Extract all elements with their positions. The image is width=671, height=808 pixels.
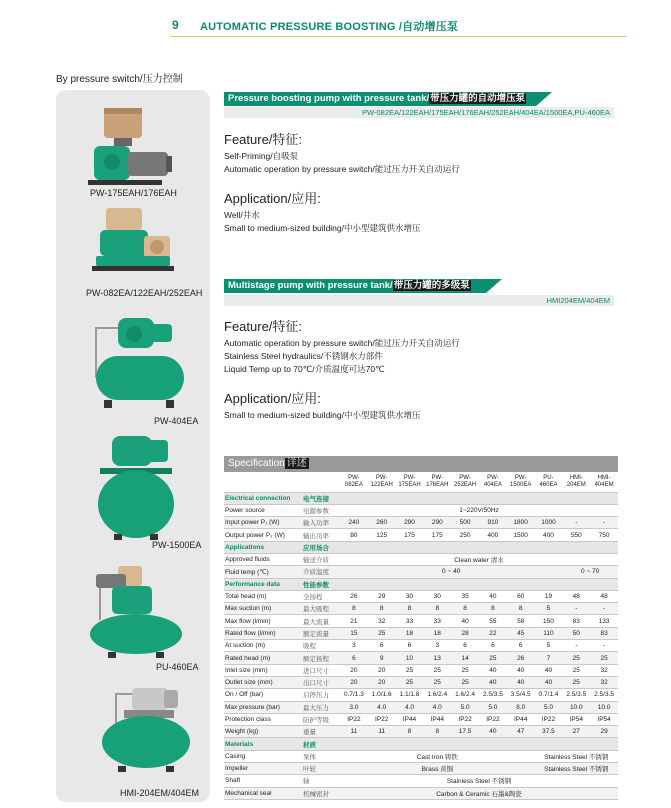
table-row bbox=[224, 763, 618, 775]
cell: 4.0 bbox=[396, 701, 424, 713]
row-label-cn: 泵体 bbox=[302, 750, 340, 762]
cell: 5.0 bbox=[451, 701, 479, 713]
header-divider bbox=[170, 36, 626, 37]
row-label-cn: 进口尺寸 bbox=[302, 664, 340, 676]
cell: 1500 bbox=[507, 529, 535, 541]
cell: 32 bbox=[368, 615, 396, 627]
cell: IP54 bbox=[590, 713, 618, 725]
cell: 50 bbox=[562, 627, 590, 639]
row-label: Fluid temp (℃) bbox=[224, 566, 302, 578]
product-hmi-204em bbox=[56, 684, 210, 802]
page-number: 9 bbox=[172, 18, 179, 32]
table-row bbox=[224, 640, 618, 652]
cell: 20 bbox=[340, 664, 368, 676]
cell: 1.6/2.4 bbox=[423, 689, 451, 701]
cell: 550 bbox=[562, 529, 590, 541]
section-label: By pressure switch/压力控制 bbox=[56, 74, 183, 85]
row-label-cn: 输送介质 bbox=[302, 553, 340, 565]
row-label-cn: 启停压力 bbox=[302, 689, 340, 701]
table-row bbox=[224, 652, 618, 664]
cell: 3 bbox=[340, 640, 368, 652]
row-label: Impeller bbox=[224, 763, 302, 775]
page-title: AUTOMATIC PRESSURE BOOSTING /自动增压泵 bbox=[200, 21, 459, 33]
block1-application-heading: Application/应用: bbox=[224, 191, 321, 206]
block1-band bbox=[224, 92, 536, 106]
product-label: PU-460EA bbox=[156, 662, 199, 672]
cell: 400 bbox=[479, 529, 507, 541]
cell: IP44 bbox=[507, 713, 535, 725]
cell: 8 bbox=[423, 726, 451, 738]
row-label-cn: 防护等级 bbox=[302, 713, 340, 725]
table-row bbox=[224, 504, 618, 516]
row-label: Rated head (m) bbox=[224, 652, 302, 664]
product-sidebar bbox=[56, 90, 210, 802]
cell: 6 bbox=[451, 640, 479, 652]
header-blank bbox=[302, 472, 340, 492]
cell: 1.0/1.6 bbox=[368, 689, 396, 701]
category-row bbox=[224, 738, 618, 750]
cell: 6 bbox=[479, 640, 507, 652]
cell: 33 bbox=[396, 615, 424, 627]
cell: 28 bbox=[451, 627, 479, 639]
cell: IP54 bbox=[562, 713, 590, 725]
row-label: Protection class bbox=[224, 713, 302, 725]
row-label-cn: 全扬程 bbox=[302, 590, 340, 602]
row-label-cn: 介质温度 bbox=[302, 566, 340, 578]
cell: 1800 bbox=[507, 517, 535, 529]
table-row bbox=[224, 701, 618, 713]
cell: 27 bbox=[562, 726, 590, 738]
cell: 175 bbox=[396, 529, 424, 541]
table-row bbox=[224, 517, 618, 529]
cell: 55 bbox=[479, 615, 507, 627]
cell: 5 bbox=[535, 603, 563, 615]
cell: 20 bbox=[368, 676, 396, 688]
cell: 1.6/2.4 bbox=[451, 689, 479, 701]
cell: 40 bbox=[451, 615, 479, 627]
row-label-cn: 额定流量 bbox=[302, 627, 340, 639]
cell: 8 bbox=[451, 603, 479, 615]
category-label: Electrical connection bbox=[224, 492, 302, 504]
cell: 19 bbox=[535, 590, 563, 602]
cell: 40 bbox=[507, 676, 535, 688]
table-row bbox=[224, 627, 618, 639]
band-cn: 带压力罐的多级泵 bbox=[393, 280, 470, 291]
band-en: Pressure boosting pump with pressure tank/ bbox=[228, 93, 430, 104]
row-label-cn: 最大流量 bbox=[302, 615, 340, 627]
cell: 30 bbox=[423, 590, 451, 602]
table-row bbox=[224, 566, 618, 578]
row-value: 0 ~ 70 bbox=[562, 566, 618, 578]
row-value: 0 ~ 40 bbox=[340, 566, 562, 578]
cell: 910 bbox=[479, 517, 507, 529]
cell: 14 bbox=[451, 652, 479, 664]
cell: 48 bbox=[562, 590, 590, 602]
cell: - bbox=[590, 517, 618, 529]
cell: IP22 bbox=[535, 713, 563, 725]
cell: 25 bbox=[423, 676, 451, 688]
cell: 11 bbox=[368, 726, 396, 738]
block2-models: HMI204EM/404EM bbox=[224, 295, 614, 306]
category-label-cn: 材质 bbox=[302, 738, 618, 750]
cell: 22 bbox=[479, 627, 507, 639]
block2-feature-heading: Feature/特征: bbox=[224, 319, 303, 334]
product-pu-460ea bbox=[56, 562, 210, 672]
block1-application-1: Well/井水 bbox=[224, 210, 260, 220]
cell: 5.0 bbox=[479, 701, 507, 713]
band-en: Multistage pump with pressure tank/ bbox=[228, 280, 393, 291]
cell: 29 bbox=[368, 590, 396, 602]
row-label: Approved fluids bbox=[224, 553, 302, 565]
category-row bbox=[224, 541, 618, 553]
cell: 40 bbox=[479, 664, 507, 676]
block1-models: PW-082EA/122EAH/175EAH/176EAH/252EAH/404EA/1500EA,PU-460EA bbox=[224, 107, 614, 118]
column-header: PW-252EAH bbox=[451, 472, 479, 492]
block2-feature-2: Stainless Steel hydraulics/不锈钢水力部件 bbox=[224, 351, 383, 361]
cell: 260 bbox=[368, 517, 396, 529]
cell: 26 bbox=[340, 590, 368, 602]
cell: 47 bbox=[507, 726, 535, 738]
product-pw-082ea bbox=[56, 202, 210, 302]
row-label-cn: 轴 bbox=[302, 775, 340, 787]
category-label-cn: 性能参数 bbox=[302, 578, 618, 590]
block1-feature-2: Automatic operation by pressure switch/能过压力开关自动运行 bbox=[224, 164, 460, 174]
row-label: Mechanical seal bbox=[224, 787, 302, 799]
page-header bbox=[0, 0, 671, 40]
row-label: At suction (m) bbox=[224, 640, 302, 652]
cell: 240 bbox=[340, 517, 368, 529]
cell: 290 bbox=[396, 517, 424, 529]
row-label-cn: 额定扬程 bbox=[302, 652, 340, 664]
cell: IP22 bbox=[368, 713, 396, 725]
cell: 83 bbox=[590, 627, 618, 639]
cell: 32 bbox=[590, 664, 618, 676]
band-cn: 带压力罐的自动增压泵 bbox=[430, 93, 526, 104]
cell: 26 bbox=[507, 652, 535, 664]
row-label: Total head (m) bbox=[224, 590, 302, 602]
cell: 750 bbox=[590, 529, 618, 541]
table-row bbox=[224, 529, 618, 541]
cell: IP44 bbox=[423, 713, 451, 725]
cell: 25 bbox=[562, 652, 590, 664]
table-row bbox=[224, 787, 618, 799]
row-label-cn: 重量 bbox=[302, 726, 340, 738]
row-label: Output power P₂ (W) bbox=[224, 529, 302, 541]
cell: 1000 bbox=[535, 517, 563, 529]
row-label-cn: 输入功率 bbox=[302, 517, 340, 529]
cell: 13 bbox=[423, 652, 451, 664]
row-label: Max pressure (bar) bbox=[224, 701, 302, 713]
cell: 40 bbox=[479, 726, 507, 738]
header-blank bbox=[224, 472, 302, 492]
product-label: HMI-204EM/404EM bbox=[120, 788, 200, 798]
cell: 10.0 bbox=[590, 701, 618, 713]
row-label: Power source bbox=[224, 504, 302, 516]
cell: 45 bbox=[507, 627, 535, 639]
block1-application-2: Small to medium-sized building/中小型建筑供水增压 bbox=[224, 223, 421, 233]
spec-column-headers bbox=[224, 472, 618, 492]
row-label-cn: 最大吸程 bbox=[302, 603, 340, 615]
row-label: Casing bbox=[224, 750, 302, 762]
cell: 25 bbox=[396, 664, 424, 676]
cell: 8 bbox=[340, 603, 368, 615]
performance-rows bbox=[224, 590, 618, 738]
cell: 0.7/1.3 bbox=[340, 689, 368, 701]
column-header: PU-460EA bbox=[535, 472, 563, 492]
column-header: PW-176EAH bbox=[423, 472, 451, 492]
row-value: Clean water 清水 bbox=[340, 553, 618, 565]
column-header: PW-1500EA bbox=[507, 472, 535, 492]
category-row bbox=[224, 578, 618, 590]
cell: 40 bbox=[479, 590, 507, 602]
cell: 37.5 bbox=[535, 726, 563, 738]
cell: - bbox=[562, 640, 590, 652]
block2-feature-1: Automatic operation by pressure switch/能过压力开关自动运行 bbox=[224, 338, 460, 348]
row-label: Weight (kg) bbox=[224, 726, 302, 738]
cell: 8 bbox=[507, 603, 535, 615]
cell: 250 bbox=[451, 529, 479, 541]
cell: 32 bbox=[590, 676, 618, 688]
cell: 20 bbox=[340, 676, 368, 688]
cell: 25 bbox=[562, 676, 590, 688]
cell: 8 bbox=[368, 603, 396, 615]
block2-application-1: Small to medium-sized building/中小型建筑供水增压 bbox=[224, 410, 421, 420]
row-label-cn: 吸程 bbox=[302, 640, 340, 652]
row-label-cn: 出口尺寸 bbox=[302, 676, 340, 688]
cell: 7 bbox=[535, 652, 563, 664]
column-header: PW-122EAH bbox=[368, 472, 396, 492]
block2-application-heading: Application/应用: bbox=[224, 391, 321, 406]
category-label: Materials bbox=[224, 738, 302, 750]
category-row bbox=[224, 492, 618, 504]
cell: 29 bbox=[590, 726, 618, 738]
pump-image bbox=[56, 562, 210, 658]
cell: 9 bbox=[368, 652, 396, 664]
category-label-cn: 电气连接 bbox=[302, 492, 618, 504]
table-row bbox=[224, 615, 618, 627]
cell: 18 bbox=[396, 627, 424, 639]
cell: 4.0 bbox=[423, 701, 451, 713]
cell: 0.7/1.4 bbox=[535, 689, 563, 701]
cell: 5.0 bbox=[535, 701, 563, 713]
spec-title-cn: 详述 bbox=[286, 458, 307, 469]
cell: 2.5/3.5 bbox=[562, 689, 590, 701]
pump-image bbox=[56, 202, 210, 282]
row-label: Max flow (l/min) bbox=[224, 615, 302, 627]
cell: 2.5/3.5 bbox=[590, 689, 618, 701]
row-label-cn: 最大压力 bbox=[302, 701, 340, 713]
product-label: PW-404EA bbox=[154, 416, 199, 426]
product-label: PW-082EA/122EAH/252EAH bbox=[86, 288, 203, 298]
cell: 8.0 bbox=[507, 701, 535, 713]
cell: 25 bbox=[396, 676, 424, 688]
table-row bbox=[224, 750, 618, 762]
spec-table bbox=[224, 472, 618, 800]
cell: 25 bbox=[479, 652, 507, 664]
cell: 18 bbox=[423, 627, 451, 639]
product-label: PW-1500EA bbox=[152, 540, 202, 550]
cell: 58 bbox=[507, 615, 535, 627]
cell: 6 bbox=[396, 640, 424, 652]
cell: 33 bbox=[423, 615, 451, 627]
pump-image bbox=[56, 432, 210, 540]
pump-image bbox=[56, 308, 210, 412]
table-row bbox=[224, 603, 618, 615]
cell: 500 bbox=[451, 517, 479, 529]
row-value: Stainless Steel 不锈钢 bbox=[535, 750, 618, 762]
cell: 21 bbox=[340, 615, 368, 627]
cell: - bbox=[562, 603, 590, 615]
cell: 83 bbox=[562, 615, 590, 627]
row-label: On / Off (bar) bbox=[224, 689, 302, 701]
cell: 10.0 bbox=[562, 701, 590, 713]
cell: - bbox=[562, 517, 590, 529]
cell: 6 bbox=[340, 652, 368, 664]
category-label-cn: 应用场合 bbox=[302, 541, 618, 553]
cell: 40 bbox=[535, 664, 563, 676]
product-pw-404ea bbox=[56, 308, 210, 428]
cell: 48 bbox=[590, 590, 618, 602]
cell: 35 bbox=[451, 590, 479, 602]
category-label: Applications bbox=[224, 541, 302, 553]
cell: 60 bbox=[507, 590, 535, 602]
table-row bbox=[224, 553, 618, 565]
cell: 25 bbox=[368, 627, 396, 639]
table-row bbox=[224, 590, 618, 602]
column-header: PW-175EAH bbox=[396, 472, 424, 492]
cell: 6 bbox=[507, 640, 535, 652]
cell: 125 bbox=[368, 529, 396, 541]
table-row bbox=[224, 713, 618, 725]
cell: 25 bbox=[423, 664, 451, 676]
row-label-cn: 叶轮 bbox=[302, 763, 340, 775]
row-label-cn: 机械密封 bbox=[302, 787, 340, 799]
row-label: Outlet size (mm) bbox=[224, 676, 302, 688]
row-label-cn: 输出功率 bbox=[302, 529, 340, 541]
column-header: PW-082EA bbox=[340, 472, 368, 492]
cell: 175 bbox=[423, 529, 451, 541]
cell: 3.0 bbox=[340, 701, 368, 713]
cell: 4.0 bbox=[368, 701, 396, 713]
row-value: Brass 黄铜 bbox=[340, 763, 535, 775]
table-row bbox=[224, 676, 618, 688]
cell: 80 bbox=[340, 529, 368, 541]
cell: 11 bbox=[340, 726, 368, 738]
spec-title-en: Specification bbox=[228, 458, 285, 469]
cell: 40 bbox=[507, 664, 535, 676]
cell: 17.5 bbox=[451, 726, 479, 738]
row-label: Max suction (m) bbox=[224, 603, 302, 615]
row-value: Carbon & Ceramic 石墨&陶瓷 bbox=[340, 787, 618, 799]
cell: 30 bbox=[396, 590, 424, 602]
cell: IP44 bbox=[396, 713, 424, 725]
row-label-cn: 电源参数 bbox=[302, 504, 340, 516]
cell: IP22 bbox=[451, 713, 479, 725]
cell: 2.5/3.5 bbox=[479, 689, 507, 701]
cell: 20 bbox=[368, 664, 396, 676]
row-value: Stainless Steel 不锈钢 bbox=[535, 763, 618, 775]
cell: 8 bbox=[396, 726, 424, 738]
row-label: Shaft bbox=[224, 775, 302, 787]
cell: 133 bbox=[590, 615, 618, 627]
cell: 15 bbox=[340, 627, 368, 639]
pump-image bbox=[56, 98, 210, 188]
cell: IP22 bbox=[340, 713, 368, 725]
cell: 1.1/1.8 bbox=[396, 689, 424, 701]
cell: 10 bbox=[396, 652, 424, 664]
pump-image bbox=[56, 684, 210, 774]
cell: - bbox=[590, 603, 618, 615]
cell: 25 bbox=[451, 676, 479, 688]
block1-feature-1: Self-Priming/自吸泵 bbox=[224, 151, 299, 161]
cell: 400 bbox=[535, 529, 563, 541]
cell: 25 bbox=[590, 652, 618, 664]
cell: 3 bbox=[423, 640, 451, 652]
block1-feature-heading: Feature/特征: bbox=[224, 132, 303, 147]
column-header: HMI-204EM bbox=[562, 472, 590, 492]
cell: 3.5/4.5 bbox=[507, 689, 535, 701]
category-label: Performance data bbox=[224, 578, 302, 590]
cell: 25 bbox=[451, 664, 479, 676]
block2-band bbox=[224, 279, 486, 293]
table-row bbox=[224, 726, 618, 738]
product-pw-175eah bbox=[56, 98, 210, 198]
table-row bbox=[224, 775, 618, 787]
block2-feature-3: Liquid Temp up to 70℃/介质温度可达70℃ bbox=[224, 364, 385, 374]
row-value: 1~220V/50Hz bbox=[340, 504, 618, 516]
row-label: Rated flow (l/min) bbox=[224, 627, 302, 639]
cell: 40 bbox=[535, 676, 563, 688]
cell: 290 bbox=[423, 517, 451, 529]
cell: 40 bbox=[479, 676, 507, 688]
row-value: Stainless Steel 不锈钢 bbox=[340, 775, 618, 787]
cell: 6 bbox=[368, 640, 396, 652]
row-label: Input power P₁ (W) bbox=[224, 517, 302, 529]
cell: 150 bbox=[535, 615, 563, 627]
row-value: Cast Iron 铸铁 bbox=[340, 750, 535, 762]
cell: 5 bbox=[535, 640, 563, 652]
cell: 8 bbox=[479, 603, 507, 615]
cell: IP22 bbox=[479, 713, 507, 725]
product-pw-1500ea bbox=[56, 432, 210, 552]
column-header: HMI-404EM bbox=[590, 472, 618, 492]
cell: - bbox=[590, 640, 618, 652]
table-row bbox=[224, 664, 618, 676]
cell: 8 bbox=[423, 603, 451, 615]
row-label: Inlet size (mm) bbox=[224, 664, 302, 676]
column-header: PW-404EA bbox=[479, 472, 507, 492]
table-row bbox=[224, 689, 618, 701]
cell: 8 bbox=[396, 603, 424, 615]
cell: 110 bbox=[535, 627, 563, 639]
product-label: PW-175EAH/176EAH bbox=[90, 188, 177, 198]
cell: 25 bbox=[562, 664, 590, 676]
spec-header bbox=[224, 456, 618, 472]
